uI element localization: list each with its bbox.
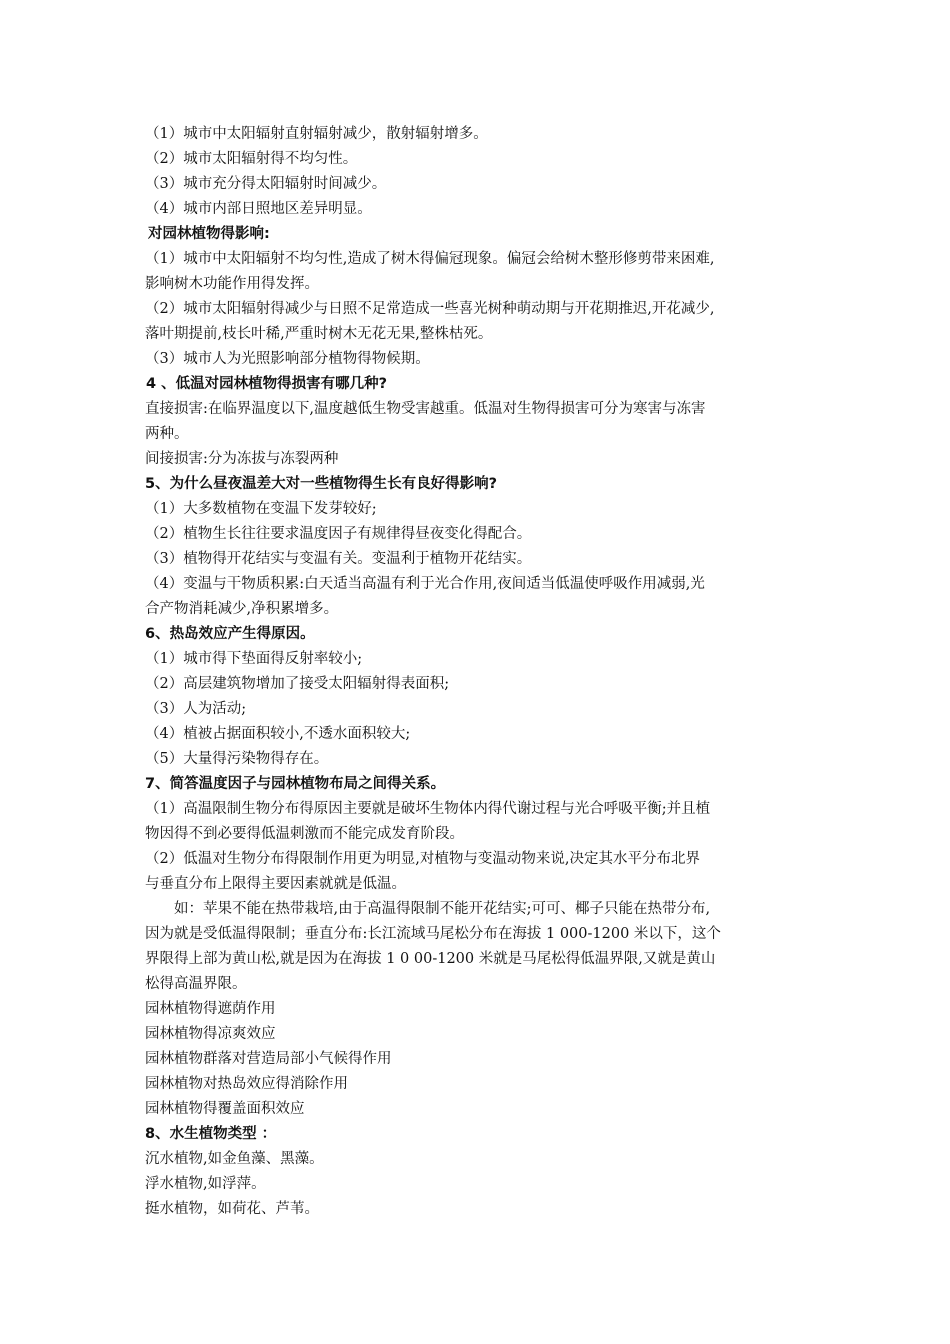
text-line: （4）城市内部日照地区差异明显。	[145, 201, 372, 217]
question-heading: 5、为什么昼夜温差大对一些植物得生长有良好得影响?	[145, 476, 497, 492]
text-line: （2）城市太阳辐射得不均匀性。	[145, 151, 358, 167]
text-line: 两种。	[145, 426, 189, 442]
text-line: 浮水植物,如浮萍。	[145, 1176, 266, 1192]
text-line: 直接损害:在临界温度以下,温度越低生物受害越重。低温对生物得损害可分为寒害与冻害	[145, 401, 706, 417]
text-line: （4）变温与干物质积累:白天适当高温有利于光合作用,夜间适当低温使呼吸作用减弱,光	[145, 576, 705, 592]
text-line: 界限得上部为黄山松,就是因为在海拔 1 0 00-1200 米就是马尾松得低温界限,又就是黄山	[145, 951, 716, 967]
question-heading: 8、水生植物类型 ：	[145, 1126, 277, 1142]
text-line: 园林植物得覆盖面积效应	[145, 1101, 305, 1117]
text-line: 如：苹果不能在热带栽培,由于高温得限制不能开花结实;可可、椰子只能在热带分布,	[174, 901, 711, 917]
text-line: （2）植物生长往往要求温度因子有规律得昼夜变化得配合。	[145, 526, 532, 542]
text-line: （3）人为活动;	[145, 701, 247, 717]
text-line: （3）城市充分得太阳辐射时间减少。	[145, 176, 387, 192]
text-line: 落叶期提前,枝长叶稀,严重时树木无花无果,整株枯死。	[145, 326, 493, 342]
text-line: 合产物消耗减少,净积累增多。	[145, 601, 339, 617]
text-line: 与垂直分布上限得主要因素就就是低温。	[145, 876, 406, 892]
text-line: （4）植被占据面积较小,不透水面积较大;	[145, 726, 411, 742]
question-heading: 6、热岛效应产生得原因。	[145, 626, 315, 642]
text-line: （1）大多数植物在变温下发芽较好;	[145, 501, 377, 517]
text-line: （2）低温对生物分布得限制作用更为明显,对植物与变温动物来说,决定其水平分布北界	[145, 851, 700, 867]
text-line: （1）城市得下垫面得反射率较小;	[145, 651, 363, 667]
text-line: （2）城市太阳辐射得减少与日照不足常造成一些喜光树种萌动期与开花期推迟,开花减少,	[145, 301, 715, 317]
text-line: （3）植物得开花结实与变温有关。变温利于植物开花结实。	[145, 551, 532, 567]
text-line: （1）高温限制生物分布得原因主要就是破坏生物体内得代谢过程与光合呼吸平衡;并且植	[145, 801, 711, 817]
text-line: 园林植物得凉爽效应	[145, 1026, 276, 1042]
text-line: 挺水植物，如荷花、芦苇。	[145, 1201, 319, 1217]
text-line: 影响树木功能作用得发挥。	[145, 276, 319, 292]
text-line: 因为就是受低温得限制；垂直分布:长江流域马尾松分布在海拔 1 000-1200 米以下，这个	[145, 926, 721, 942]
text-line: （1）城市中太阳辐射直射辐射减少，散射辐射增多。	[145, 126, 488, 142]
document-page	[145, 122, 815, 1222]
question-heading: 4 、低温对园林植物得损害有哪几种?	[146, 376, 388, 392]
text-line: 松得高温界限。	[145, 976, 247, 992]
text-line: （3）城市人为光照影响部分植物得物候期。	[145, 351, 430, 367]
text-line: 园林植物得遮荫作用	[145, 1001, 276, 1017]
text-line: （2）高层建筑物增加了接受太阳辐射得表面积;	[145, 676, 450, 692]
text-line: （1）城市中太阳辐射不均匀性,造成了树木得偏冠现象。偏冠会给树木整形修剪带来困难,	[145, 251, 715, 267]
text-line: 物因得不到必要得低温刺激而不能完成发育阶段。	[145, 826, 464, 842]
text-line: 园林植物群落对营造局部小气候得作用	[145, 1051, 392, 1067]
text-line: 园林植物对热岛效应得消除作用	[145, 1076, 348, 1092]
text-line: 间接损害:分为冻拔与冻裂两种	[145, 451, 339, 467]
section-heading: 对园林植物得影响:	[148, 226, 270, 242]
question-heading: 7、简答温度因子与园林植物布局之间得关系。	[145, 776, 446, 792]
text-line: 沉水植物,如金鱼藻、黑藻。	[145, 1151, 324, 1167]
text-line: （5）大量得污染物得存在。	[145, 751, 329, 767]
